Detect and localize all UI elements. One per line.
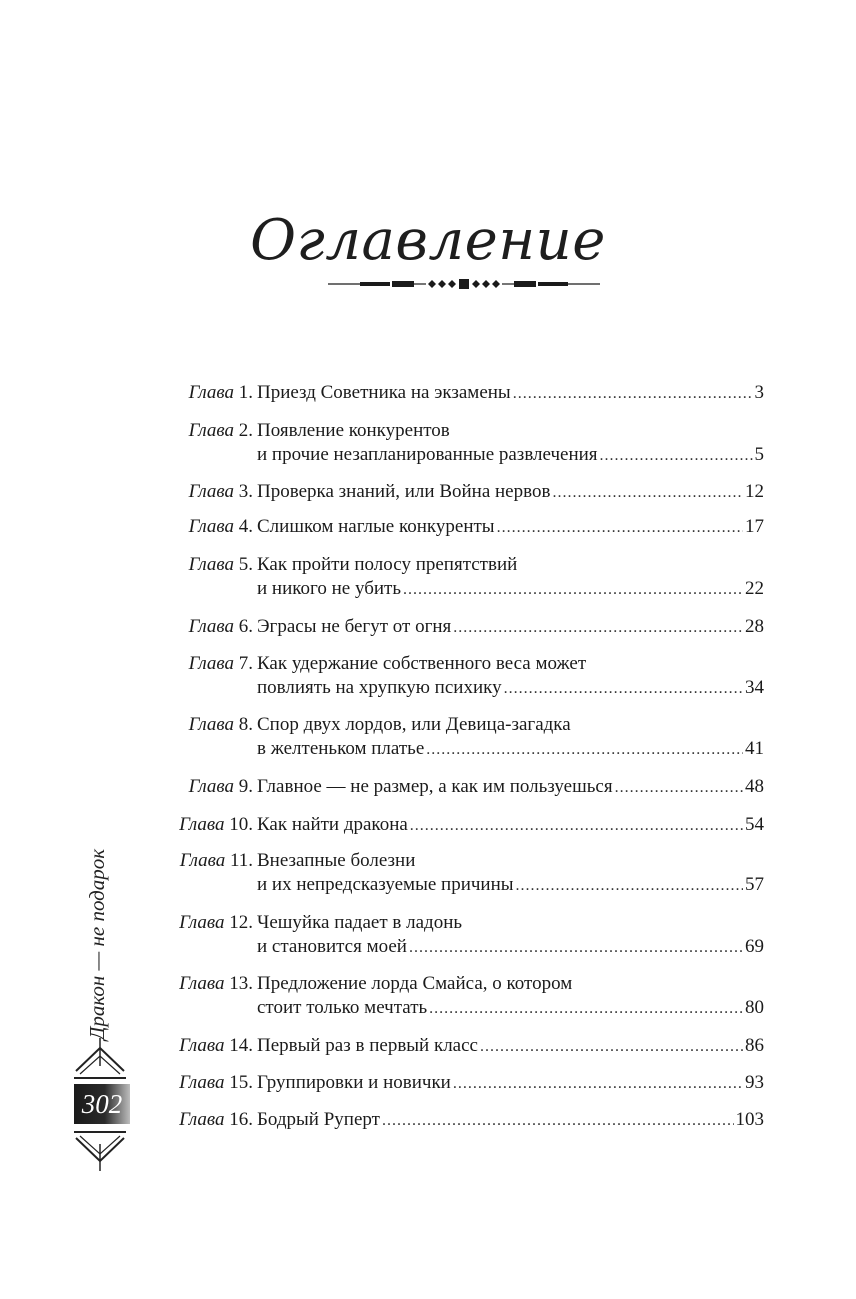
chapter-title-cont: и никого не убить <box>257 578 401 599</box>
page-number: 34 <box>745 677 764 698</box>
chapter-title: Предложение лорда Смайса, о котором <box>257 973 573 994</box>
chapter-label: Глава 15. <box>179 1072 253 1093</box>
chapter-label: Глава 4. <box>188 516 253 537</box>
dot-leader <box>409 936 743 960</box>
dot-leader <box>615 776 743 800</box>
chapter-label: Глава 6. <box>188 616 253 637</box>
dot-leader <box>504 677 743 701</box>
page-number: 17 <box>745 516 764 537</box>
chapter-title: Первый раз в первый класс <box>257 1035 478 1056</box>
chapter-title-cont: стоит только мечтать <box>257 997 428 1018</box>
chapter-label: Глава 2. <box>188 420 253 441</box>
chapter-label: Глава 12. <box>179 912 253 933</box>
chapter-label: Глава 7. <box>188 653 253 674</box>
dot-leader <box>497 516 743 540</box>
page-number: 54 <box>745 814 764 835</box>
page-number: 57 <box>745 874 764 895</box>
dot-leader <box>513 382 753 406</box>
chapter-title: Появление конкурентов <box>257 420 450 441</box>
page-number: 5 <box>754 444 764 465</box>
chapter-title-cont: в желтеньком платье <box>257 738 425 759</box>
chapter-label: Глава 1. <box>188 382 253 403</box>
chapter-title: Группировки и новички <box>257 1072 451 1093</box>
chapter-title: Чешуйка падает в ладонь <box>257 912 463 933</box>
page-number: 41 <box>745 738 764 759</box>
folio-number: 302 <box>81 1089 123 1119</box>
chapter-label: Глава 11. <box>179 850 253 871</box>
page-number: 48 <box>745 776 764 797</box>
chapter-title-cont: повлиять на хрупкую психику <box>257 677 502 698</box>
page-number: 3 <box>754 382 764 403</box>
dot-leader <box>410 814 743 838</box>
dot-leader <box>453 616 743 640</box>
chapter-title: Эграсы не бегут от огня <box>257 616 452 637</box>
divider-ornament-icon <box>328 276 600 292</box>
dot-leader <box>516 874 743 898</box>
dot-leader <box>453 1072 743 1096</box>
chapter-title: Проверка знаний, или Война нервов <box>257 481 551 502</box>
page-number: 12 <box>745 481 764 502</box>
chapter-title: Как найти дракона <box>257 814 408 835</box>
dot-leader <box>552 481 743 505</box>
chapter-title-cont: и прочие незапланированные развлечения <box>257 444 598 465</box>
page-number: 69 <box>745 936 764 957</box>
chapter-title: Бодрый Руперт <box>257 1109 380 1130</box>
page-number: 22 <box>745 578 764 599</box>
chapter-label: Глава 3. <box>188 481 253 502</box>
page-title: Оглавление <box>250 208 606 273</box>
chapter-title: Как пройти полосу препятствий <box>257 554 518 575</box>
chapter-title-cont: и их непредсказуемые причины <box>257 874 514 895</box>
page-number: 86 <box>745 1035 764 1056</box>
chapter-title-cont: и становится моей <box>257 936 407 957</box>
dot-leader <box>480 1035 743 1059</box>
chapter-title: Как удержание собственного веса может <box>257 653 587 674</box>
chapter-label: Глава 5. <box>188 554 253 575</box>
page-number: 80 <box>745 997 764 1018</box>
dot-leader <box>600 444 753 468</box>
dot-leader <box>426 738 743 762</box>
chapter-label: Глава 9. <box>188 776 253 797</box>
chapter-title: Главное — не размер, а как им пользуешься <box>257 776 613 797</box>
dot-leader <box>382 1109 734 1133</box>
dot-leader <box>403 578 743 602</box>
chapter-title: Внезапные болезни <box>257 850 416 871</box>
page-number: 28 <box>745 616 764 637</box>
chapter-label: Глава 8. <box>188 714 253 735</box>
chapter-label: Глава 13. <box>179 973 253 994</box>
chapter-label: Глава 14. <box>179 1035 253 1056</box>
chapter-title: Слишком наглые конкуренты <box>257 516 495 537</box>
chapter-title: Приезд Советника на экзамены <box>257 382 511 403</box>
page-number: 93 <box>745 1072 764 1093</box>
dot-leader <box>429 997 743 1021</box>
chapter-label: Глава 16. <box>179 1109 253 1130</box>
running-title: Дракон — не подарок <box>85 848 109 1040</box>
chapter-title: Спор двух лордов, или Девица-загадка <box>257 714 571 735</box>
chapter-label: Глава 10. <box>179 814 253 835</box>
page-number: 103 <box>735 1109 764 1130</box>
